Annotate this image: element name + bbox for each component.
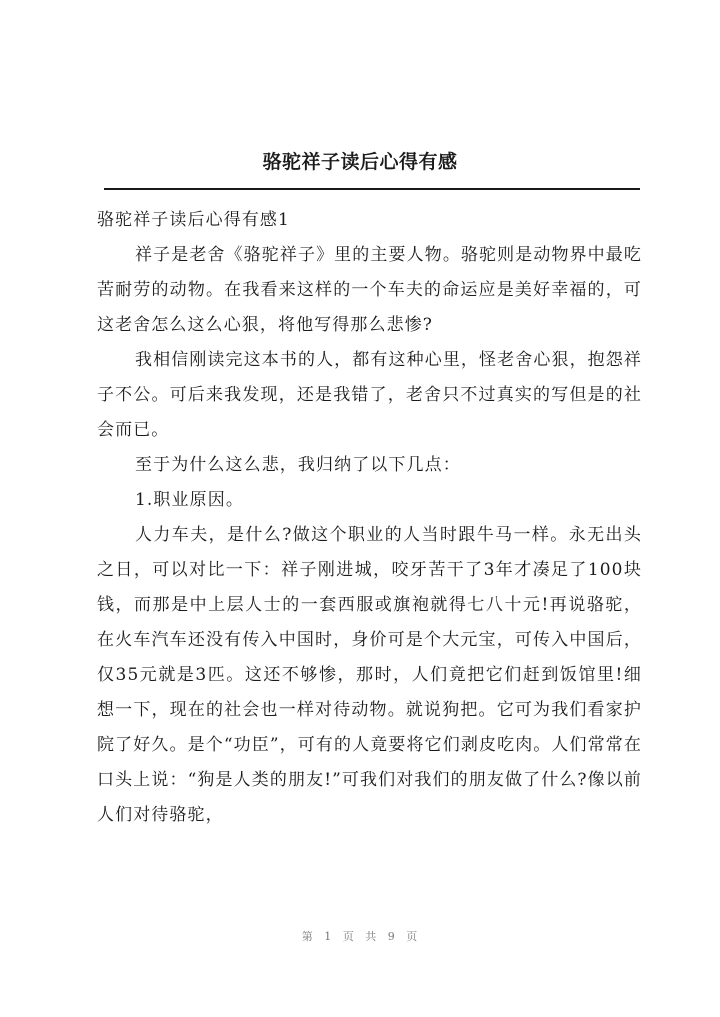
document-body	[97, 203, 642, 833]
page-number: 第 1 页 共 9 页	[301, 930, 419, 943]
paragraph: 至于为什么这么悲，我归纳了以下几点：	[135, 455, 461, 475]
paragraph: 人力车夫，是什么?做这个职业的人当时跟牛马一样。永无出头之日，可以对比一下：祥子刚进城，咬牙苦干了3年才凑足了100块钱，而那是中上层人士的一套西服或旗袍就得七八十元!再说骆驼，在火车汽车还没有传入中国时，身价可是个大元宝，可传入中国后，仅35元就是3匹。这还不够惨，那时，人们竟把它们赶到饭馆里!细想一下，现在的社会也一样对待动物。就说狗把。它可为我们看家护院了好久。是个“功臣”，可有的人竟要将它们剥皮吃肉。人们常常在口头上说：“狗是人类的朋友!”可我们对我们的朋友做了什么?像以前人们对待骆驼，	[97, 525, 642, 825]
title-divider	[104, 188, 640, 190]
paragraph: 祥子是老舍《骆驼祥子》里的主要人物。骆驼则是动物界中最吃苦耐劳的动物。在我看来这样的一个车夫的命运应是美好幸福的，可这老舍怎么这么心狠，将他写得那么悲惨?	[97, 245, 642, 335]
section-heading: 骆驼祥子读后心得有感1	[97, 210, 290, 230]
document-title: 骆驼祥子读后心得有感	[262, 151, 458, 173]
paragraph: 1.职业原因。	[135, 490, 244, 510]
paragraph: 我相信刚读完这本书的人，都有这种心里，怪老舍心狠，抱怨祥子不公。可后来我发现，还是我错了，老舍只不过真实的写但是的社会而已。	[97, 350, 642, 440]
